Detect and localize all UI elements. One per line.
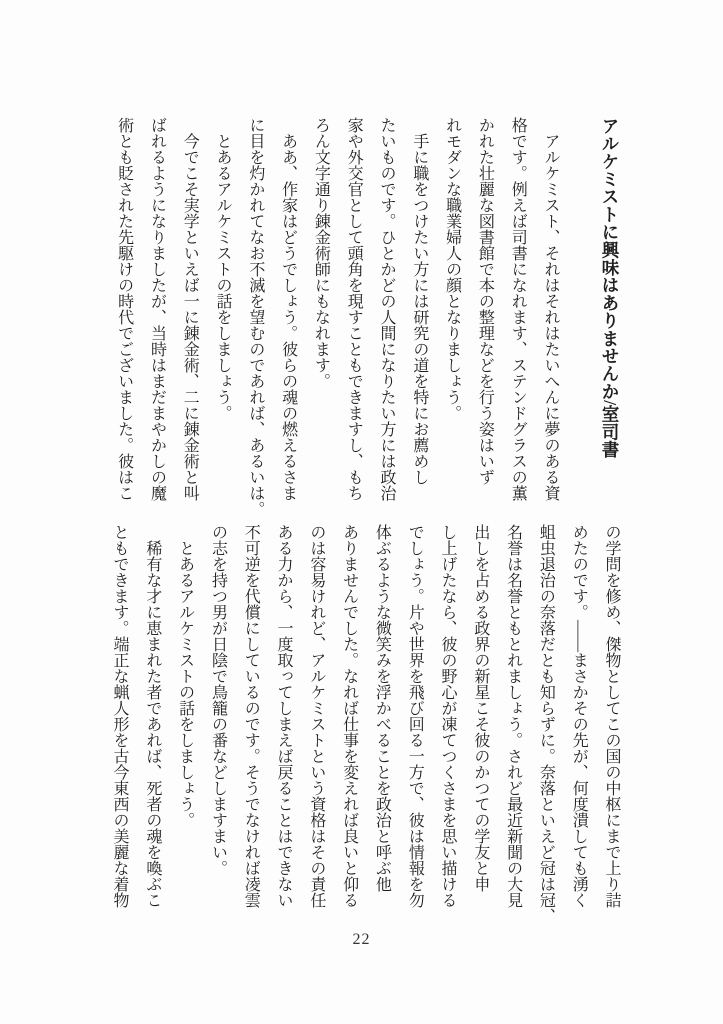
lower-paragraph-lines — [102, 524, 627, 928]
text-line: でしょう。片や世界を飛び回る一方で、彼は情報を勿 — [406, 524, 424, 908]
text-line: の志を持つ男が日陰で鳥籠の番などしますまい。 — [209, 524, 227, 876]
text-line: ともできます。端正な蝋人形を古今東西の美麗な着物 — [111, 524, 129, 908]
text-line: 術とも貶された先駆けの時代でございました。彼はこ — [115, 117, 133, 501]
text-line: に目を灼かれてなお不滅を望むのであれば、あるいは。 — [246, 117, 264, 517]
text-line: 蛆虫退治の奈落だとも知らずに。奈落といえど冠は冠、 — [537, 524, 555, 924]
text-line: し上げたなら、彼の野心が凍てつくさまを思い描ける — [439, 524, 457, 908]
text-line: ろん文字通り錬金術師にもなれます。 — [312, 117, 330, 389]
text-line: ばれるようになりましたが、当時はまだまやかしの魔 — [148, 117, 166, 501]
text-line: ああ、作家はどうでしょう。彼らの魂の燃えるさま — [279, 117, 297, 501]
text-line: 不可逆を代償にしているのです。そうでなければ凌雲 — [242, 524, 260, 908]
text-line: めたのです。――まさかその先が、何度潰しても湧く — [570, 524, 588, 908]
text-line: とあるアルケミストの話をしましょう。 — [176, 524, 194, 828]
page-number: 22 — [352, 931, 371, 948]
text-line: 名誉は名誉ともとれましょう。されど最近新聞の大見 — [504, 524, 522, 908]
text-line: ある力から、一度取ってしまえば戻ることはできない — [275, 524, 293, 908]
upper-paragraph-lines — [107, 117, 566, 521]
text-line: ありませんでした。なれば仕事を変えれば良いと仰る — [340, 524, 358, 908]
text-line: 家や外交官として頭角を現すこともできますし、もち — [345, 117, 363, 501]
text-line: 今でこそ実学といえば一に錬金術、二に錬金術と叫 — [181, 117, 199, 501]
text-block-lower — [102, 524, 627, 928]
text-line: アルケミスト、それはそれはたいへんに夢のある資 — [542, 117, 559, 501]
text-line: 出しを占める政界の新星こそ彼のかつての学友と申 — [471, 524, 489, 892]
text-line: れモダンな職業婦人の顔となりましょう。 — [443, 117, 461, 421]
text-line: たいものです。ひとかどの人間になりたい方には政治 — [378, 117, 396, 501]
text-line: のは容易けれど、アルケミストという資格はその責任 — [307, 524, 325, 908]
text-line: かれた壮麗な図書館で本の整理などを行う姿はいず — [476, 117, 494, 485]
text-line: 稀有な才に恵まれた者であれば、死者の魂を喚ぶこ — [143, 524, 161, 908]
text-line: 体ぶるような微笑みを浮かべることを政治と呼ぶ他 — [373, 524, 391, 892]
text-line: の学問を修め、傑物としてこの国の中枢にまで上り詰 — [603, 524, 620, 908]
text-line: とあるアルケミストの話をしましょう。 — [214, 117, 232, 421]
article-title: アルケミストに興味はありませんか/室司書 — [600, 117, 620, 459]
text-block-upper — [107, 117, 627, 521]
text-line: 格です。例えば司書になれます、ステンドグラスの薫 — [509, 117, 527, 501]
text-line: 手に職をつけたい方には研究の道を特にお薦めし — [410, 117, 428, 485]
